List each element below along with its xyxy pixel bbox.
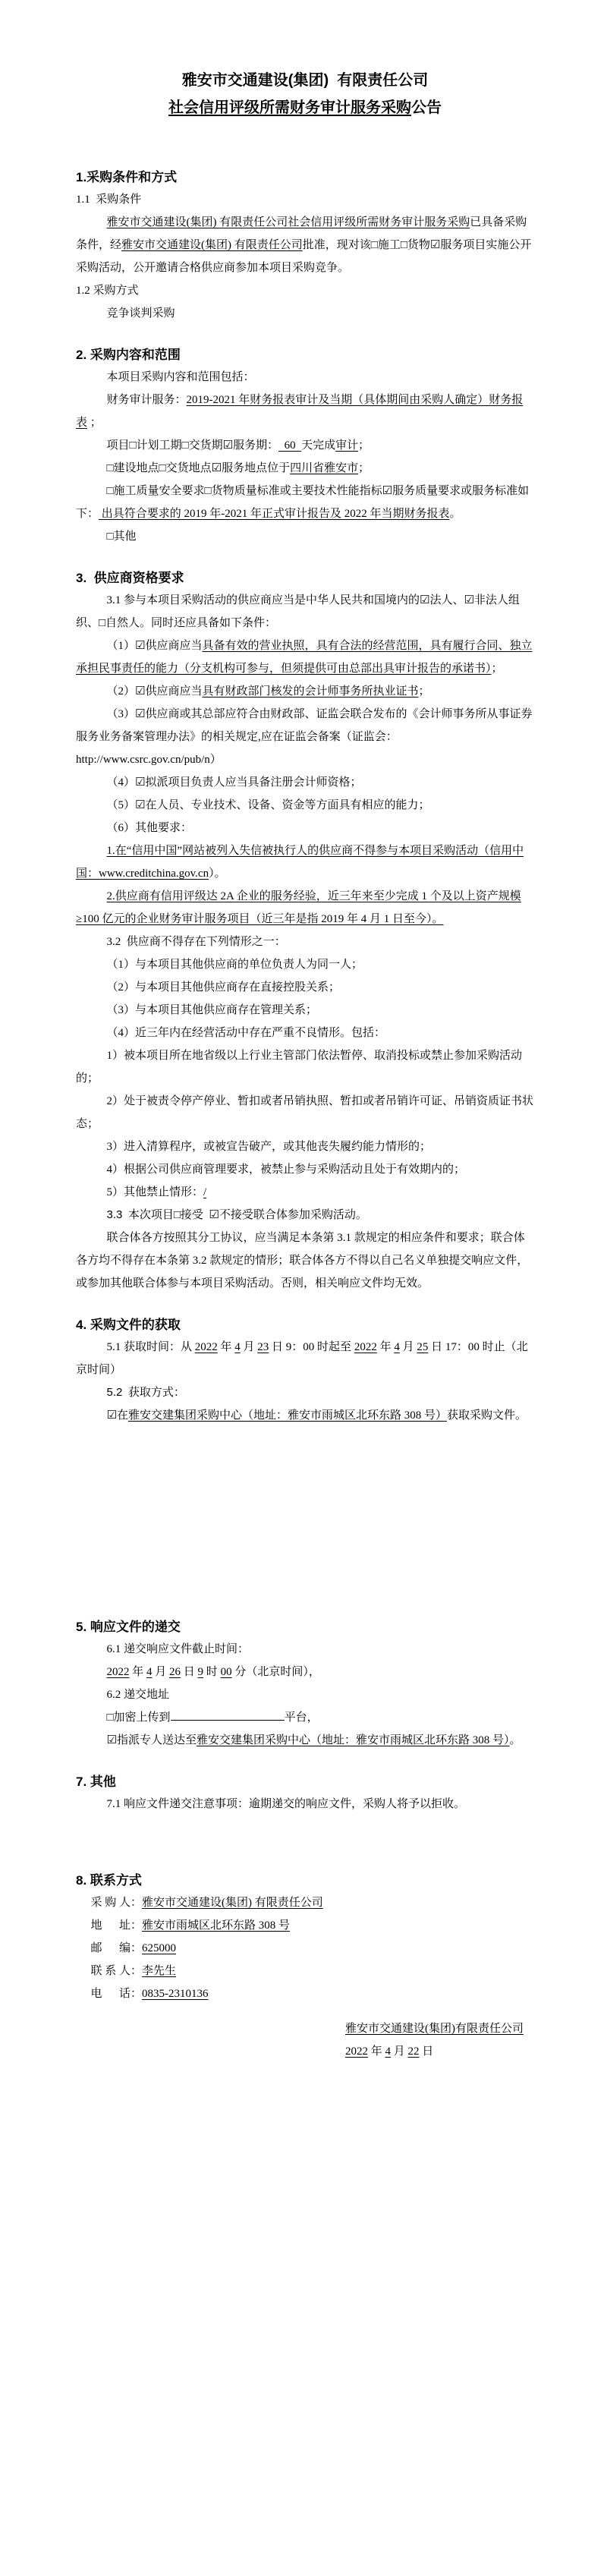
text-run: 地 址： bbox=[90, 1919, 143, 1932]
text-run: 。 bbox=[509, 1734, 521, 1746]
scope-intro: 本项目采购内容和范围包括： bbox=[106, 371, 255, 383]
consortium-rules-paragraph bbox=[76, 1227, 534, 1295]
section-heading-8-contact: 8. 联系方式 bbox=[76, 1873, 142, 1888]
text-run: 雅安市交通建设(集团) 有限责任公司 bbox=[142, 1897, 323, 1909]
qualification-item-3 bbox=[76, 703, 534, 771]
text-run: 4 bbox=[234, 1341, 241, 1353]
text-run: 具有财政部门核发的会计师事务所执业证书 bbox=[202, 685, 419, 698]
text-run: （1）与本项目其他供应商的单位负责人为同一人； bbox=[106, 959, 363, 971]
text-run: 月 bbox=[399, 1341, 417, 1353]
text-run: 2019-2021 年财务报表审计及当期（具体期间由采购人确定）财务报表 bbox=[76, 394, 524, 429]
section-heading-2-scope: 2. 采购内容和范围 bbox=[76, 348, 181, 362]
text-run: 日 9：00 时起至 bbox=[269, 1341, 354, 1353]
other-requirement-note-1 bbox=[76, 839, 534, 885]
text-run: （4）近三年内在经营活动中存在严重不良情形。包括： bbox=[106, 1027, 386, 1039]
text-run: 00 bbox=[220, 1666, 232, 1678]
text-run: 出具符合要求的 2019 年-2021 年正式审计报告及 2022 年当期财务报表 bbox=[99, 508, 450, 520]
text-run: 分（北京时间）， bbox=[231, 1666, 320, 1678]
signature-company bbox=[345, 2017, 534, 2040]
text-run: 四川省雅安市 bbox=[290, 462, 359, 474]
text-run: 4 bbox=[146, 1666, 153, 1678]
bad-record-case-4 bbox=[76, 1158, 534, 1181]
text-run: 平台， bbox=[284, 1712, 319, 1724]
prohibited-item-2 bbox=[76, 976, 534, 999]
section-heading-3-supplier-qualifications: 3. 供应商资格要求 bbox=[76, 571, 184, 585]
qualification-item-2 bbox=[76, 680, 534, 703]
section-heading-4-document-acquisition: 4. 采购文件的获取 bbox=[76, 1318, 181, 1332]
text-run: 联 系 人： bbox=[90, 1965, 143, 1977]
section-heading-1-conditions: 1.采购条件和方式 bbox=[76, 170, 178, 184]
text-run: 3.1 参与本项目采购活动的供应商应当是中华人民共和国境内的☑法人、☑非法人组织、□自然人。同时还应具备如下条件： bbox=[76, 594, 520, 629]
text-run: 年 bbox=[129, 1666, 147, 1678]
text-run: （2）与本项目其他供应商存在直接控股关系； bbox=[106, 981, 341, 994]
scope-period bbox=[76, 434, 534, 457]
text-run: 时 bbox=[203, 1666, 221, 1678]
text-run: 月 bbox=[391, 2045, 408, 2058]
text-run: 0835-2310136 bbox=[142, 1988, 209, 2000]
qualification-item-1 bbox=[76, 635, 534, 680]
bad-record-case-1 bbox=[76, 1044, 534, 1090]
text-run: 2.供应商有信用评级达 2A 企业的服务经验，近三年来至少完成 1 个及以上资产规模≥100 亿元的企业财务审计服务项目（近三年是指 2019 年 4 月 1 日至今）。 bbox=[76, 890, 521, 925]
text-run: 2022 bbox=[354, 1341, 377, 1353]
subheading-1-1: 1.1 采购条件 bbox=[76, 194, 142, 206]
text-run: （4）☑拟派项目负责人应当具备注册会计师资格； bbox=[106, 776, 362, 789]
text-run: 5）其他禁止情形： bbox=[106, 1186, 204, 1198]
text-run: 审计 bbox=[335, 439, 359, 452]
clause-3-3-consortium bbox=[76, 1204, 534, 1227]
text-run: □施工质量安全要求□货物质量标准或主要技术性能指标☑服务质量要求或服务标准如下： bbox=[76, 485, 530, 520]
text-run: 22 bbox=[407, 2045, 420, 2058]
text-run: 雅安市交通建设(集团)有限责任公司 bbox=[345, 2023, 524, 2035]
text-run: （1）☑供应商应当 bbox=[106, 640, 203, 652]
acquisition-method-label bbox=[76, 1381, 534, 1404]
text-run: 3.2 供应商不得存在下列情形之一： bbox=[106, 936, 286, 948]
text-run: ）。 bbox=[209, 868, 226, 880]
text-run: 6.2 递交地址 bbox=[106, 1689, 170, 1701]
text-run: （2）☑供应商应当 bbox=[106, 685, 203, 698]
text-run: 25 bbox=[417, 1341, 429, 1353]
text-run: 4 bbox=[385, 2045, 392, 2058]
text-run: （5）☑在人员、专业技术、设备、资金等方面具有相应的能力； bbox=[106, 799, 430, 811]
qualification-item-5 bbox=[76, 794, 534, 817]
late-submission-note bbox=[76, 1793, 534, 1815]
text-run: 电 话： bbox=[90, 1988, 143, 2000]
contact-address bbox=[76, 1914, 534, 1937]
submission-upload-option bbox=[76, 1706, 534, 1729]
acquisition-time bbox=[76, 1336, 534, 1381]
text-run: 5.2 bbox=[106, 1386, 123, 1399]
text-run: 批准，现对该□施工□货物☑服务项目实施公开采购活动，公开邀请合格供应商参加本项目采购竞争。 bbox=[76, 239, 532, 274]
qualification-item-4 bbox=[76, 771, 534, 794]
text-run: 日 bbox=[419, 2045, 434, 2058]
text-run: □加密上传到 bbox=[106, 1712, 171, 1724]
section-heading-5-response-submission: 5. 响应文件的递交 bbox=[76, 1620, 181, 1634]
signature-date bbox=[345, 2040, 534, 2063]
text-run: 23 bbox=[257, 1341, 269, 1353]
document-title-line2 bbox=[76, 94, 534, 121]
text-run: 月 bbox=[240, 1341, 258, 1353]
text-run: ； bbox=[358, 462, 370, 474]
bad-record-case-2 bbox=[76, 1090, 534, 1135]
blank-fill-line bbox=[171, 1708, 285, 1721]
scope-quality bbox=[76, 480, 534, 525]
text-run: 具备有效的营业执照，具有合法的经营范围，具有履行合同、独立承担民事责任的能力（分支机构可参与，但须提供可由总部出具审计报告的承诺书） bbox=[76, 640, 533, 675]
prohibited-item-3 bbox=[76, 999, 534, 1022]
text-run: 公告 bbox=[411, 99, 442, 116]
text-run: （6）其他要求： bbox=[106, 822, 193, 834]
subheading-1-2: 1.2 采购方式 bbox=[76, 285, 139, 297]
text-run: ； bbox=[358, 439, 370, 452]
text-run: 邮 编： bbox=[90, 1942, 143, 1954]
text-run: 社会信用评级所需财务审计服务采购 bbox=[168, 99, 411, 116]
qualification-item-6 bbox=[76, 817, 534, 839]
text-run: 日 bbox=[181, 1666, 198, 1678]
document-title-line1: 雅安市交通建设(集团) 有限责任公司 bbox=[181, 72, 429, 89]
text-run: / bbox=[203, 1186, 207, 1198]
scope-service bbox=[76, 389, 534, 434]
text-run: 雅安交建集团采购中心（地址：雅安市雨城区北环东路 308 号） bbox=[196, 1734, 510, 1746]
text-run: 项目□计划工期□交货期☑服务期： bbox=[106, 439, 279, 452]
text-run: 4）根据公司供应商管理要求，被禁止参与采购活动且处于有效期内的； bbox=[106, 1164, 466, 1176]
text-run: 财务审计服务： bbox=[106, 394, 187, 406]
bad-record-case-5 bbox=[76, 1181, 534, 1204]
other-requirement-note-2 bbox=[76, 885, 534, 931]
text-run: 9 bbox=[197, 1666, 204, 1678]
submission-deadline bbox=[76, 1661, 534, 1683]
text-run: 获取采购文件。 bbox=[446, 1409, 527, 1422]
scope-location bbox=[76, 457, 534, 480]
text-run: ； bbox=[491, 663, 503, 675]
text-run: □建设地点□交货地点☑服务地点位于 bbox=[106, 462, 291, 474]
text-run: 2）处于被责令停产停业、暂扣或者吊销执照、暂扣或者吊销许可证、吊销资质证书状态； bbox=[76, 1095, 534, 1130]
text-run: ； bbox=[418, 685, 430, 698]
text-run: 3）进入清算程序，或被宣告破产，或其他丧失履约能力情形的； bbox=[106, 1141, 432, 1153]
text-run: 1.在“信用中国”网站被列入失信被执行人的供应商不得参与本项目采购活动（信用中国：www.creditchina.gov.cn bbox=[76, 845, 524, 880]
text-run: 日 17：00 时止（北京时间） bbox=[76, 1341, 528, 1376]
text-run: 天完成 bbox=[301, 439, 336, 452]
clause-3-1 bbox=[76, 589, 534, 635]
text-run: 李先生 bbox=[142, 1965, 177, 1977]
text-run: 2022 bbox=[194, 1341, 218, 1353]
text-run: 。 bbox=[449, 508, 461, 520]
submission-deliver-option bbox=[76, 1729, 534, 1752]
text-run: 雅安交建集团采购中心（地址：雅安市雨城区北环东路 308 号） bbox=[127, 1409, 447, 1422]
text-run: ☑在 bbox=[106, 1409, 128, 1422]
bad-record-case-3 bbox=[76, 1135, 534, 1158]
text-run: （3）☑供应商或其总部应符合由财政部、证监会联合发布的《会计师事务所从事证券服务业务备案管理办法》的相关规定,应在证监会备案（证监会：http://www.csrc.gov.cn/pub/n） bbox=[76, 708, 533, 766]
text-run: 联合体各方按照其分工协议，应当满足本条第 3.1 款规定的相应条件和要求；联合体各方均不得存在本条第 3.2 款规定的情形；联合体各方不得以自己名义单独提交响应文件，或参加其他联合体参与本项目采购活动。否则，相关响应文件均无效。 bbox=[76, 1232, 529, 1290]
acquisition-method bbox=[76, 1404, 534, 1427]
text-run: 雅安市交通建设(集团) 有限责任公司社会信用评级所需财务审计服务采购 bbox=[106, 216, 470, 228]
text-run: 年 bbox=[376, 1341, 395, 1353]
text-run: 获取方式： bbox=[122, 1387, 185, 1399]
text-run: 年 bbox=[217, 1341, 235, 1353]
submission-address-label bbox=[76, 1683, 534, 1706]
contact-person bbox=[76, 1960, 534, 1982]
text-run: ； bbox=[87, 417, 102, 429]
text-run: 本次项目□接受 ☑不接受联合体参加采购活动。 bbox=[122, 1209, 367, 1221]
procurement-method: 竞争谈判采购 bbox=[106, 307, 175, 320]
text-run: 26 bbox=[169, 1666, 181, 1678]
text-run: 已具备采购条件，经 bbox=[76, 216, 527, 251]
contact-phone bbox=[76, 1982, 534, 2005]
text-run: 2022 bbox=[345, 2045, 368, 2058]
text-run: 5.1 获取时间：从 bbox=[106, 1341, 195, 1353]
text-run: （3）与本项目其他供应商存在管理关系； bbox=[106, 1004, 318, 1016]
section-heading-7-other: 7. 其他 bbox=[76, 1775, 116, 1789]
prohibited-item-1 bbox=[76, 953, 534, 976]
text-run: 雅安市交通建设(集团) 有限责任公司 bbox=[121, 239, 303, 251]
text-run: 2022 bbox=[106, 1666, 130, 1678]
text-run: ☑指派专人送达至 bbox=[106, 1734, 197, 1746]
text-run: 3.3 bbox=[106, 1208, 123, 1221]
text-run: 采 购 人： bbox=[90, 1897, 143, 1909]
contact-buyer bbox=[76, 1891, 534, 1914]
submission-deadline-label bbox=[76, 1638, 534, 1661]
prohibited-item-4 bbox=[76, 1022, 534, 1044]
text-run: 年 bbox=[368, 2045, 385, 2058]
text-run: 雅安市雨城区北环东路 308 号 bbox=[142, 1919, 291, 1932]
text-run: 4 bbox=[394, 1341, 400, 1353]
text-run: 6.1 递交响应文件截止时间： bbox=[106, 1643, 250, 1655]
text-run: 1）被本项目所在地省级以上行业主管部门依法暂停、取消投标或禁止参加采购活动的； bbox=[76, 1050, 523, 1085]
procurement-conditions-paragraph bbox=[76, 211, 534, 279]
clause-3-2 bbox=[76, 931, 534, 953]
scope-other: □其他 bbox=[106, 531, 137, 543]
contact-zip bbox=[76, 1937, 534, 1960]
text-run: 625000 bbox=[142, 1942, 177, 1954]
signature-block bbox=[345, 2017, 534, 2063]
text-run: 月 bbox=[152, 1666, 170, 1678]
text-run: 7.1 响应文件递交注意事项：逾期递交的响应文件，采购人将予以拒收。 bbox=[106, 1798, 466, 1810]
text-run: 60 bbox=[278, 439, 302, 452]
